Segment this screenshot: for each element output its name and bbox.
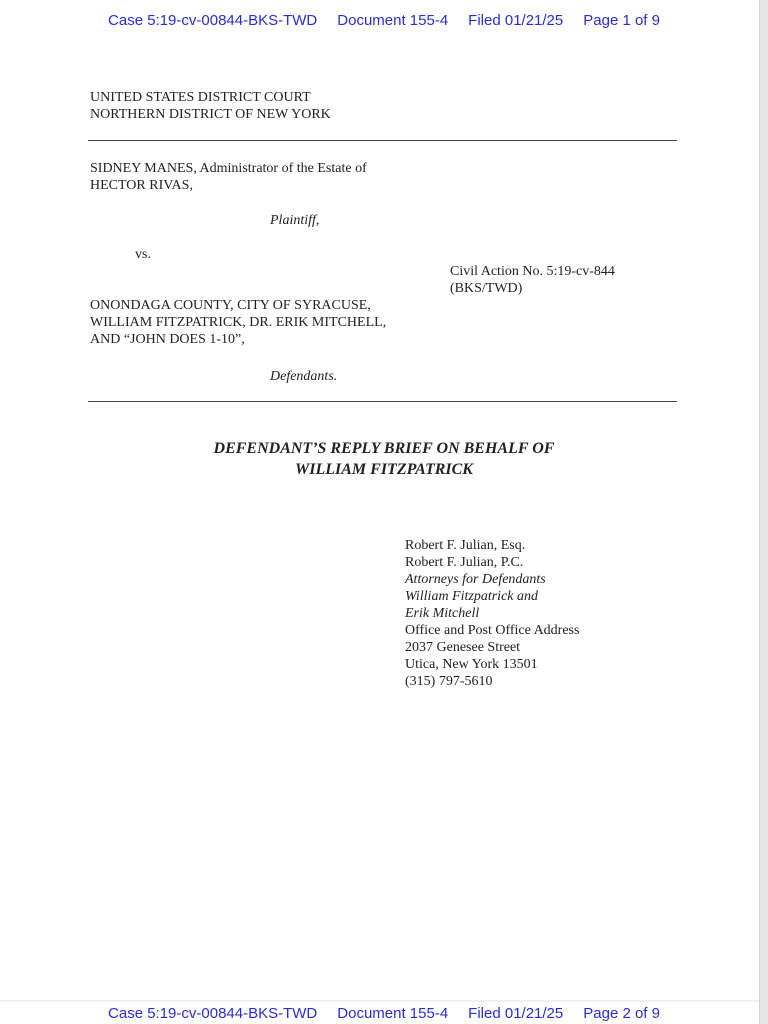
stamp-document-number: Document 155-4	[337, 12, 449, 29]
viewer-scrollbar[interactable]	[759, 0, 768, 1024]
civil-action-line-1: Civil Action No. 5:19-cv-844	[450, 264, 615, 279]
attorney-signature-block	[405, 537, 579, 690]
stamp-filed-date: Filed 01/21/25	[468, 12, 564, 29]
attorney-city: Utica, New York 13501	[405, 657, 538, 672]
versus-label: vs.	[135, 247, 151, 262]
attorney-firm: Robert F. Julian, P.C.	[405, 555, 524, 570]
stamp-case-number: Case 5:19-cv-00844-BKS-TWD	[108, 1005, 318, 1022]
attorney-phone: (315) 797-5610	[405, 674, 493, 689]
court-name-line-1: UNITED STATES DISTRICT COURT	[90, 90, 311, 105]
court-name-line-2: NORTHERN DISTRICT OF NEW YORK	[90, 107, 331, 122]
court-name	[90, 89, 331, 123]
caption-bottom-rule	[88, 401, 677, 402]
document-page-2	[0, 1002, 760, 1024]
stamp-document-number: Document 155-4	[337, 1005, 449, 1022]
brief-title	[0, 438, 768, 480]
caption-top-rule	[88, 140, 677, 141]
attorney-role-2: William Fitzpatrick and	[405, 589, 538, 604]
stamp-page-number: Page 2 of 9	[583, 1005, 660, 1022]
attorney-address-label: Office and Post Office Address	[405, 623, 580, 638]
attorney-role-3: Erik Mitchell	[405, 606, 480, 621]
defendants-names	[90, 297, 386, 348]
plaintiff-name	[90, 160, 367, 194]
plaintiff-role: Plaintiff,	[270, 213, 320, 228]
plaintiff-line-2: HECTOR RIVAS,	[90, 178, 193, 193]
attorney-role-1: Attorneys for Defendants	[405, 572, 546, 587]
stamp-filed-date: Filed 01/21/25	[468, 1005, 564, 1022]
footer-filing-stamp	[0, 1005, 768, 1022]
defendants-role: Defendants.	[270, 369, 338, 384]
stamp-case-number: Case 5:19-cv-00844-BKS-TWD	[108, 12, 318, 29]
civil-action-number	[450, 263, 615, 297]
header-filing-stamp	[0, 12, 768, 29]
defendants-line-1: ONONDAGA COUNTY, CITY OF SYRACUSE,	[90, 298, 371, 313]
stamp-page-number: Page 1 of 9	[583, 12, 660, 29]
defendants-line-2: WILLIAM FITZPATRICK, DR. ERIK MITCHELL,	[90, 315, 387, 330]
attorney-street: 2037 Genesee Street	[405, 640, 521, 655]
plaintiff-line-1: SIDNEY MANES, Administrator of the Estate of	[90, 161, 367, 176]
brief-title-line-2: WILLIAM FITZPATRICK	[295, 461, 473, 478]
defendants-line-3: AND “JOHN DOES 1-10”,	[90, 332, 245, 347]
attorney-name: Robert F. Julian, Esq.	[405, 538, 526, 553]
civil-action-line-2: (BKS/TWD)	[450, 281, 523, 296]
brief-title-line-1: DEFENDANT’S REPLY BRIEF ON BEHALF OF	[213, 440, 555, 457]
